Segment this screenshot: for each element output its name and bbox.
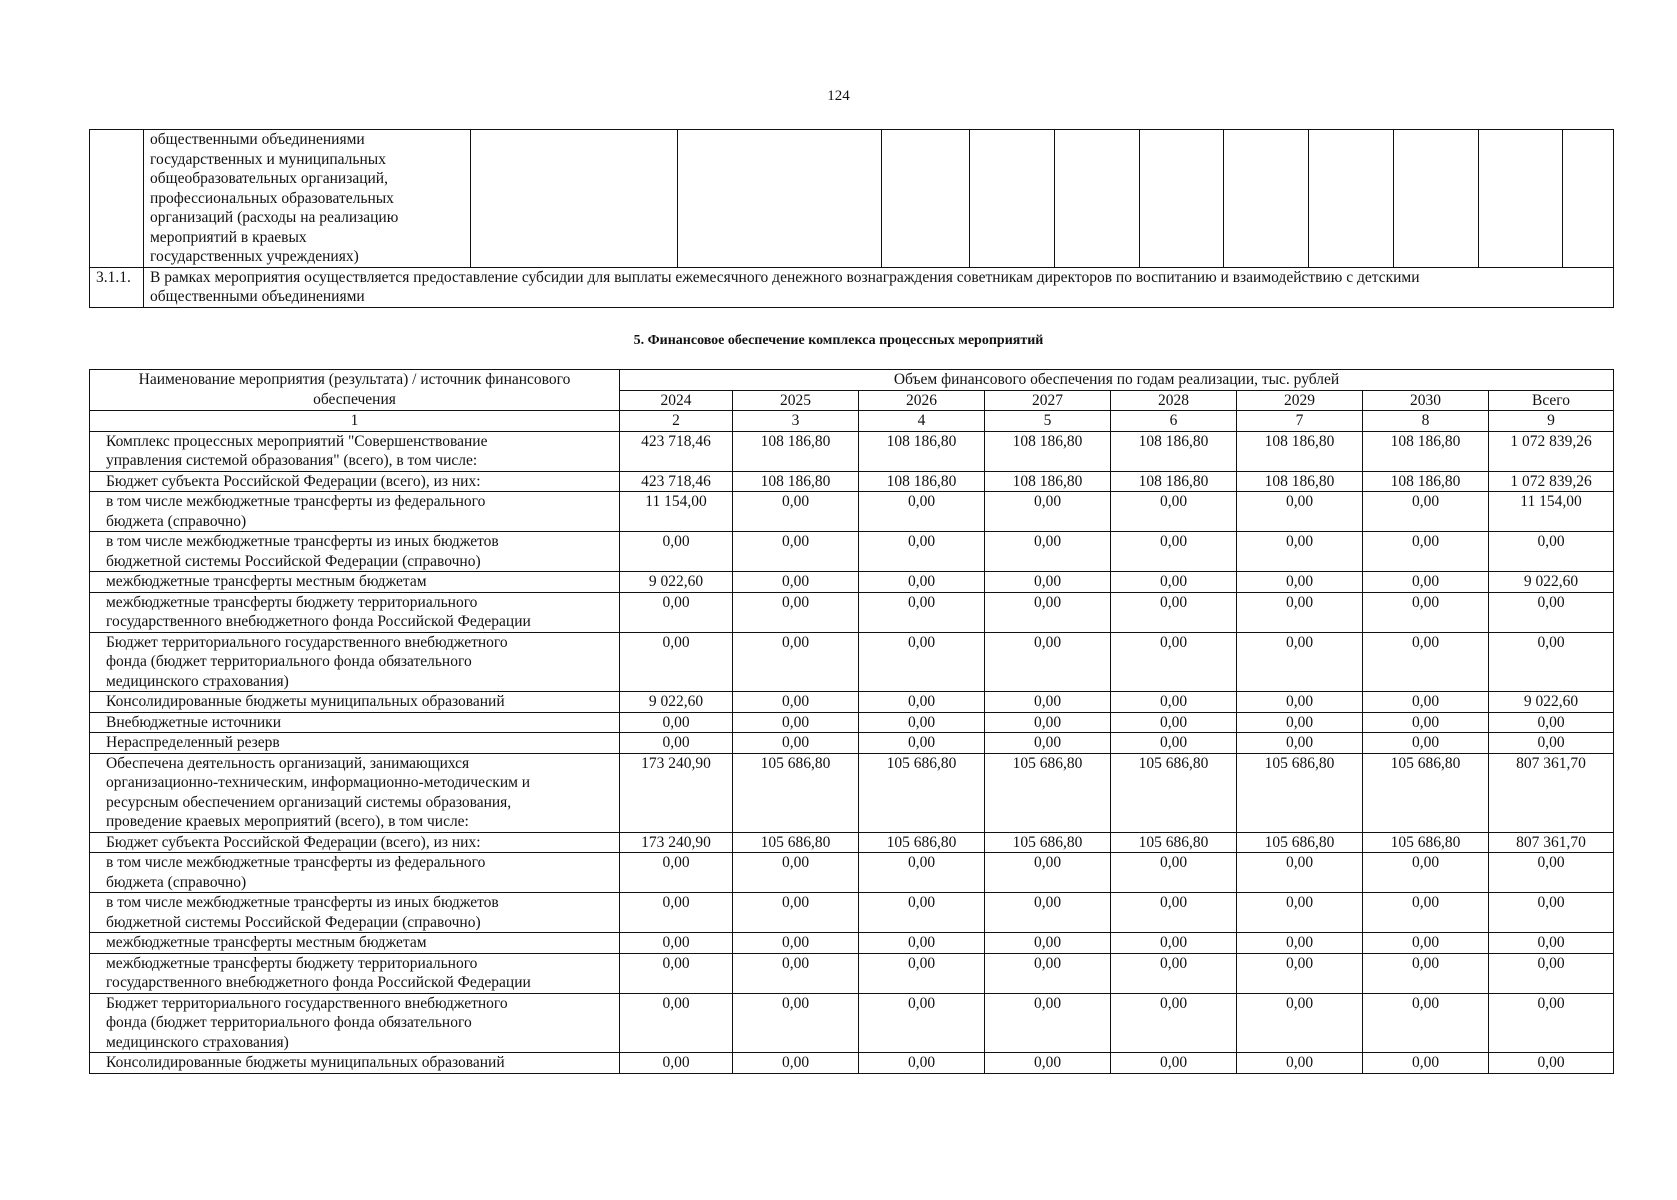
row-name-line: Бюджет территориального государственного внебюджетного [106, 994, 508, 1012]
value-cell: 105 686,80 [859, 832, 985, 853]
column-number-cell: 3 [733, 411, 859, 432]
empty-cell [970, 130, 1055, 268]
table-row [90, 993, 1614, 1053]
year-header-cell: 2027 [985, 390, 1111, 411]
value-cell: 0,00 [859, 953, 985, 993]
value-cell: 0,00 [1237, 933, 1363, 954]
value-cell: 9 022,60 [620, 572, 733, 593]
row-name-cell [90, 733, 620, 754]
table-row [90, 572, 1614, 593]
empty-cell [678, 130, 882, 268]
value-cell: 0,00 [1489, 933, 1614, 954]
value-cell: 0,00 [1111, 733, 1237, 754]
value-cell: 9 022,60 [1489, 692, 1614, 713]
value-cell: 423 718,46 [620, 471, 733, 492]
value-cell: 0,00 [733, 712, 859, 733]
value-cell: 105 686,80 [985, 753, 1111, 832]
value-cell: 105 686,80 [1237, 753, 1363, 832]
value-cell: 0,00 [1237, 592, 1363, 632]
empty-cell [1394, 130, 1479, 268]
value-cell: 0,00 [985, 1053, 1111, 1074]
value-cell: 0,00 [733, 572, 859, 593]
column-number-cell: 7 [1237, 411, 1363, 432]
row-name-line: бюджета (справочно) [106, 512, 247, 530]
row-name-cell [90, 753, 620, 832]
value-cell: 0,00 [859, 532, 985, 572]
value-cell: 0,00 [985, 632, 1111, 692]
row-name-line: государственного внебюджетного фонда Российской Федерации [106, 613, 531, 630]
row-name-line: Внебюджетные источники [106, 713, 282, 731]
value-cell: 0,00 [1111, 632, 1237, 692]
value-cell: 0,00 [733, 953, 859, 993]
value-cell: 0,00 [620, 993, 733, 1053]
year-header-cell: 2025 [733, 390, 859, 411]
table-row [90, 632, 1614, 692]
note-line: общественными объединениями [150, 288, 365, 305]
note-line: В рамках мероприятия осуществляется предоставление субсидии для выплаты ежемесячного денежного вознаграждения советникам директоров по воспитанию и взаимодействию с детскими [150, 268, 1420, 286]
value-cell: 0,00 [1237, 993, 1363, 1053]
note-number-cell: 3.1.1. [90, 267, 144, 307]
value-cell: 0,00 [985, 572, 1111, 593]
financial-support-table [89, 369, 1614, 1074]
value-cell: 0,00 [733, 933, 859, 954]
page-number: 124 [827, 88, 850, 104]
value-cell: 0,00 [1111, 572, 1237, 593]
row-name-cell [90, 993, 620, 1053]
value-cell: 0,00 [733, 492, 859, 532]
row-name-cell [90, 471, 620, 492]
value-cell: 0,00 [733, 893, 859, 933]
row-name-line: Консолидированные бюджеты муниципальных образований [106, 1054, 505, 1071]
value-cell: 0,00 [1111, 953, 1237, 993]
column-number-cell: 5 [985, 411, 1111, 432]
value-cell: 9 022,60 [620, 692, 733, 713]
value-cell: 0,00 [620, 893, 733, 933]
value-cell: 0,00 [620, 853, 733, 893]
table-row [90, 692, 1614, 713]
continued-text-cell [144, 130, 471, 268]
continued-row [90, 130, 1614, 268]
value-cell: 0,00 [859, 492, 985, 532]
year-header-cell: 2028 [1111, 390, 1237, 411]
row-name-cell [90, 692, 620, 713]
value-cell: 108 186,80 [1363, 431, 1489, 471]
empty-cell [1563, 130, 1614, 268]
row-name-cell [90, 953, 620, 993]
header-line: Наименование мероприятия (результата) / источник финансового [138, 371, 571, 388]
row-name-cell [90, 632, 620, 692]
value-cell: 0,00 [1489, 953, 1614, 993]
value-cell: 0,00 [1237, 492, 1363, 532]
empty-cell [1140, 130, 1224, 268]
row-name-line: Консолидированные бюджеты муниципальных образований [106, 693, 505, 710]
row-name-line: Нераспределенный резерв [106, 734, 280, 751]
value-cell: 0,00 [733, 692, 859, 713]
value-cell: 0,00 [859, 712, 985, 733]
activities-table-continuation [89, 129, 1614, 308]
value-cell: 0,00 [1489, 993, 1614, 1053]
text-line: организаций (расходы на реализацию [150, 209, 399, 226]
value-cell: 0,00 [620, 933, 733, 954]
row-name-cell [90, 712, 620, 733]
value-cell: 0,00 [859, 692, 985, 713]
value-cell: 0,00 [859, 572, 985, 593]
header-row [90, 370, 1614, 391]
value-cell: 0,00 [733, 632, 859, 692]
text-line: государственных учреждениях) [150, 248, 359, 265]
row-name-line: в том числе межбюджетные трансферты из иных бюджетов [106, 894, 499, 911]
value-cell: 11 154,00 [1489, 492, 1614, 532]
value-cell: 0,00 [985, 592, 1111, 632]
value-cell: 105 686,80 [859, 753, 985, 832]
row-name-line: государственного внебюджетного фонда Российской Федерации [106, 974, 531, 991]
value-cell: 173 240,90 [620, 832, 733, 853]
value-cell: 0,00 [620, 1053, 733, 1074]
value-cell: 0,00 [1363, 632, 1489, 692]
row-name-line: ресурсным обеспечением организаций системы образования, [106, 793, 512, 811]
row-name-line: межбюджетные трансферты местным бюджетам [106, 934, 427, 951]
row-name-line: межбюджетные трансферты бюджету территориального [106, 954, 478, 972]
row-name-line: управления системой образования" (всего), в том числе: [106, 452, 478, 469]
row-name-line: в том числе межбюджетные трансферты из федерального [106, 493, 486, 510]
value-cell: 0,00 [733, 1053, 859, 1074]
value-cell: 0,00 [985, 712, 1111, 733]
value-cell: 0,00 [985, 733, 1111, 754]
row-name-line: проведение краевых мероприятий (всего), в том числе: [106, 813, 469, 830]
row-name-line: Бюджет субъекта Российской Федерации (всего), из них: [106, 833, 481, 851]
value-cell: 0,00 [1489, 893, 1614, 933]
row-name-line: бюджетной системы Российской Федерации (справочно) [106, 552, 481, 570]
empty-cell [1309, 130, 1394, 268]
row-name-cell [90, 431, 620, 471]
column-number-cell: 4 [859, 411, 985, 432]
row-name-line: фонда (бюджет территориального фонда обязательного [106, 1014, 472, 1031]
value-cell: 0,00 [1363, 572, 1489, 593]
value-cell: 0,00 [1489, 592, 1614, 632]
text-line: государственных и муниципальных [150, 150, 386, 168]
value-cell: 0,00 [1237, 733, 1363, 754]
value-cell: 9 022,60 [1489, 572, 1614, 593]
value-cell: 0,00 [1363, 532, 1489, 572]
table-row [90, 832, 1614, 853]
value-cell: 108 186,80 [1111, 471, 1237, 492]
value-cell: 0,00 [1489, 532, 1614, 572]
value-cell: 0,00 [620, 632, 733, 692]
row-name-line: медицинского страхования) [106, 672, 289, 690]
table-row [90, 853, 1614, 893]
value-cell: 108 186,80 [733, 431, 859, 471]
value-cell: 105 686,80 [1363, 753, 1489, 832]
table-row [90, 471, 1614, 492]
value-cell: 108 186,80 [859, 431, 985, 471]
value-cell: 0,00 [733, 993, 859, 1053]
value-cell: 0,00 [733, 853, 859, 893]
value-cell: 0,00 [1363, 492, 1489, 532]
value-cell: 0,00 [1111, 993, 1237, 1053]
row-name-line: бюджетной системы Российской Федерации (справочно) [106, 913, 481, 931]
row-name-line: фонда (бюджет территориального фонда обязательного [106, 653, 472, 670]
value-cell: 0,00 [1363, 692, 1489, 713]
year-header-cell: 2030 [1363, 390, 1489, 411]
value-cell: 105 686,80 [1237, 832, 1363, 853]
text-line: общеобразовательных организаций, [150, 170, 388, 187]
row-name-line: Бюджет территориального государственного внебюджетного [106, 633, 508, 651]
value-cell: 0,00 [620, 532, 733, 572]
value-cell: 0,00 [1111, 492, 1237, 532]
value-cell: 0,00 [859, 853, 985, 893]
value-cell: 0,00 [733, 532, 859, 572]
text-line: профессиональных образовательных [150, 189, 394, 207]
value-cell: 0,00 [1237, 632, 1363, 692]
value-cell: 105 686,80 [1111, 832, 1237, 853]
value-cell: 105 686,80 [733, 832, 859, 853]
value-cell: 0,00 [1363, 933, 1489, 954]
empty-cell [1224, 130, 1309, 268]
value-cell: 0,00 [1363, 993, 1489, 1053]
text-line: общественными объединениями [150, 131, 365, 148]
row-name-line: организационно-техническим, информационно-методическим и [106, 774, 531, 791]
value-cell: 108 186,80 [1363, 471, 1489, 492]
value-cell: 0,00 [1363, 712, 1489, 733]
value-cell: 108 186,80 [1237, 471, 1363, 492]
value-cell: 0,00 [985, 993, 1111, 1053]
value-cell: 0,00 [1111, 532, 1237, 572]
value-cell: 0,00 [1111, 712, 1237, 733]
value-cell: 0,00 [859, 933, 985, 954]
value-cell: 0,00 [985, 953, 1111, 993]
empty-cell [1055, 130, 1140, 268]
value-cell: 11 154,00 [620, 492, 733, 532]
value-cell: 0,00 [859, 993, 985, 1053]
row-name-cell [90, 893, 620, 933]
table-row [90, 933, 1614, 954]
note-text-cell [144, 267, 1614, 307]
row-name-cell [90, 492, 620, 532]
value-cell: 108 186,80 [733, 471, 859, 492]
table-row [90, 492, 1614, 532]
row-name-line: Комплекс процессных мероприятий "Совершенствование [106, 432, 488, 450]
empty-cell [471, 130, 678, 268]
value-cell: 0,00 [1363, 733, 1489, 754]
value-cell: 0,00 [859, 1053, 985, 1074]
value-cell: 807 361,70 [1489, 832, 1614, 853]
empty-cell [1479, 130, 1563, 268]
value-cell: 0,00 [1363, 1053, 1489, 1074]
empty-cell [882, 130, 970, 268]
value-cell: 0,00 [1489, 712, 1614, 733]
value-cell: 105 686,80 [733, 753, 859, 832]
value-cell: 0,00 [859, 632, 985, 692]
value-cell: 0,00 [985, 692, 1111, 713]
row-name-cell [90, 933, 620, 954]
table-row [90, 893, 1614, 933]
year-header-cell: Всего [1489, 390, 1614, 411]
section-title: 5. Финансовое обеспечение комплекса процессных мероприятий [633, 333, 1044, 348]
text-line: мероприятий в краевых [150, 228, 307, 246]
value-cell: 0,00 [985, 853, 1111, 893]
row-name-cell [90, 832, 620, 853]
column-number-cell: 6 [1111, 411, 1237, 432]
value-cell: 0,00 [1237, 953, 1363, 993]
table-row [90, 431, 1614, 471]
note-row [90, 267, 1614, 307]
value-cell: 0,00 [620, 712, 733, 733]
value-cell: 0,00 [1111, 592, 1237, 632]
column-number-cell: 8 [1363, 411, 1489, 432]
value-cell: 108 186,80 [1237, 431, 1363, 471]
row-name-line: в том числе межбюджетные трансферты из федерального [106, 854, 486, 871]
value-cell: 0,00 [1363, 893, 1489, 933]
value-cell: 423 718,46 [620, 431, 733, 471]
value-cell: 0,00 [733, 592, 859, 632]
column-number-cell: 9 [1489, 411, 1614, 432]
value-cell: 1 072 839,26 [1489, 431, 1614, 471]
value-cell: 0,00 [1363, 592, 1489, 632]
value-cell: 105 686,80 [1363, 832, 1489, 853]
header-line: обеспечения [313, 390, 396, 408]
row-name-line: в том числе межбюджетные трансферты из иных бюджетов [106, 533, 499, 550]
value-cell: 0,00 [859, 733, 985, 754]
value-cell: 0,00 [1237, 853, 1363, 893]
table-row [90, 753, 1614, 832]
value-cell: 0,00 [620, 733, 733, 754]
year-header-cell: 2029 [1237, 390, 1363, 411]
value-cell: 0,00 [985, 893, 1111, 933]
value-cell: 0,00 [1237, 692, 1363, 713]
value-cell: 108 186,80 [859, 471, 985, 492]
value-cell: 807 361,70 [1489, 753, 1614, 832]
value-cell: 0,00 [1237, 572, 1363, 593]
row-name-cell [90, 853, 620, 893]
value-cell: 0,00 [1363, 853, 1489, 893]
row-name-cell [90, 1053, 620, 1074]
column-numbers-row [90, 411, 1614, 432]
value-cell: 0,00 [1111, 692, 1237, 713]
row-name-line: медицинского страхования) [106, 1033, 289, 1051]
row-name-line: Бюджет субъекта Российской Федерации (всего), из них: [106, 472, 481, 490]
value-cell: 0,00 [1489, 733, 1614, 754]
header-volume-cell: Объем финансового обеспечения по годам реализации, тыс. рублей [620, 370, 1614, 391]
value-cell: 0,00 [1111, 1053, 1237, 1074]
value-cell: 0,00 [620, 953, 733, 993]
value-cell: 0,00 [859, 592, 985, 632]
value-cell: 0,00 [1111, 933, 1237, 954]
row-number-cell [90, 130, 144, 268]
value-cell: 108 186,80 [985, 471, 1111, 492]
value-cell: 0,00 [1489, 632, 1614, 692]
table-row [90, 532, 1614, 572]
value-cell: 0,00 [985, 532, 1111, 572]
column-number-cell: 1 [90, 411, 620, 432]
value-cell: 0,00 [859, 893, 985, 933]
row-name-line: межбюджетные трансферты бюджету территориального [106, 593, 478, 611]
table-row [90, 712, 1614, 733]
value-cell: 0,00 [985, 933, 1111, 954]
value-cell: 0,00 [1363, 953, 1489, 993]
value-cell: 0,00 [1237, 893, 1363, 933]
table-row [90, 1053, 1614, 1074]
header-name-cell [90, 370, 620, 411]
value-cell: 0,00 [1237, 712, 1363, 733]
column-number-cell: 2 [620, 411, 733, 432]
value-cell: 0,00 [1489, 1053, 1614, 1074]
row-name-line: Обеспечена деятельность организаций, занимающихся [106, 754, 470, 772]
row-name-cell [90, 592, 620, 632]
value-cell: 173 240,90 [620, 753, 733, 832]
table-row [90, 592, 1614, 632]
value-cell: 108 186,80 [1111, 431, 1237, 471]
value-cell: 0,00 [1237, 1053, 1363, 1074]
value-cell: 0,00 [620, 592, 733, 632]
value-cell: 0,00 [733, 733, 859, 754]
value-cell: 0,00 [1111, 893, 1237, 933]
value-cell: 105 686,80 [1111, 753, 1237, 832]
value-cell: 108 186,80 [985, 431, 1111, 471]
row-name-cell [90, 572, 620, 593]
row-name-cell [90, 532, 620, 572]
value-cell: 0,00 [1489, 853, 1614, 893]
value-cell: 0,00 [985, 492, 1111, 532]
value-cell: 0,00 [1111, 853, 1237, 893]
table-row [90, 733, 1614, 754]
value-cell: 105 686,80 [985, 832, 1111, 853]
row-name-line: межбюджетные трансферты местным бюджетам [106, 573, 427, 590]
table-row [90, 953, 1614, 993]
value-cell: 0,00 [1237, 532, 1363, 572]
year-header-cell: 2024 [620, 390, 733, 411]
year-header-cell: 2026 [859, 390, 985, 411]
value-cell: 1 072 839,26 [1489, 471, 1614, 492]
row-name-line: бюджета (справочно) [106, 873, 247, 891]
